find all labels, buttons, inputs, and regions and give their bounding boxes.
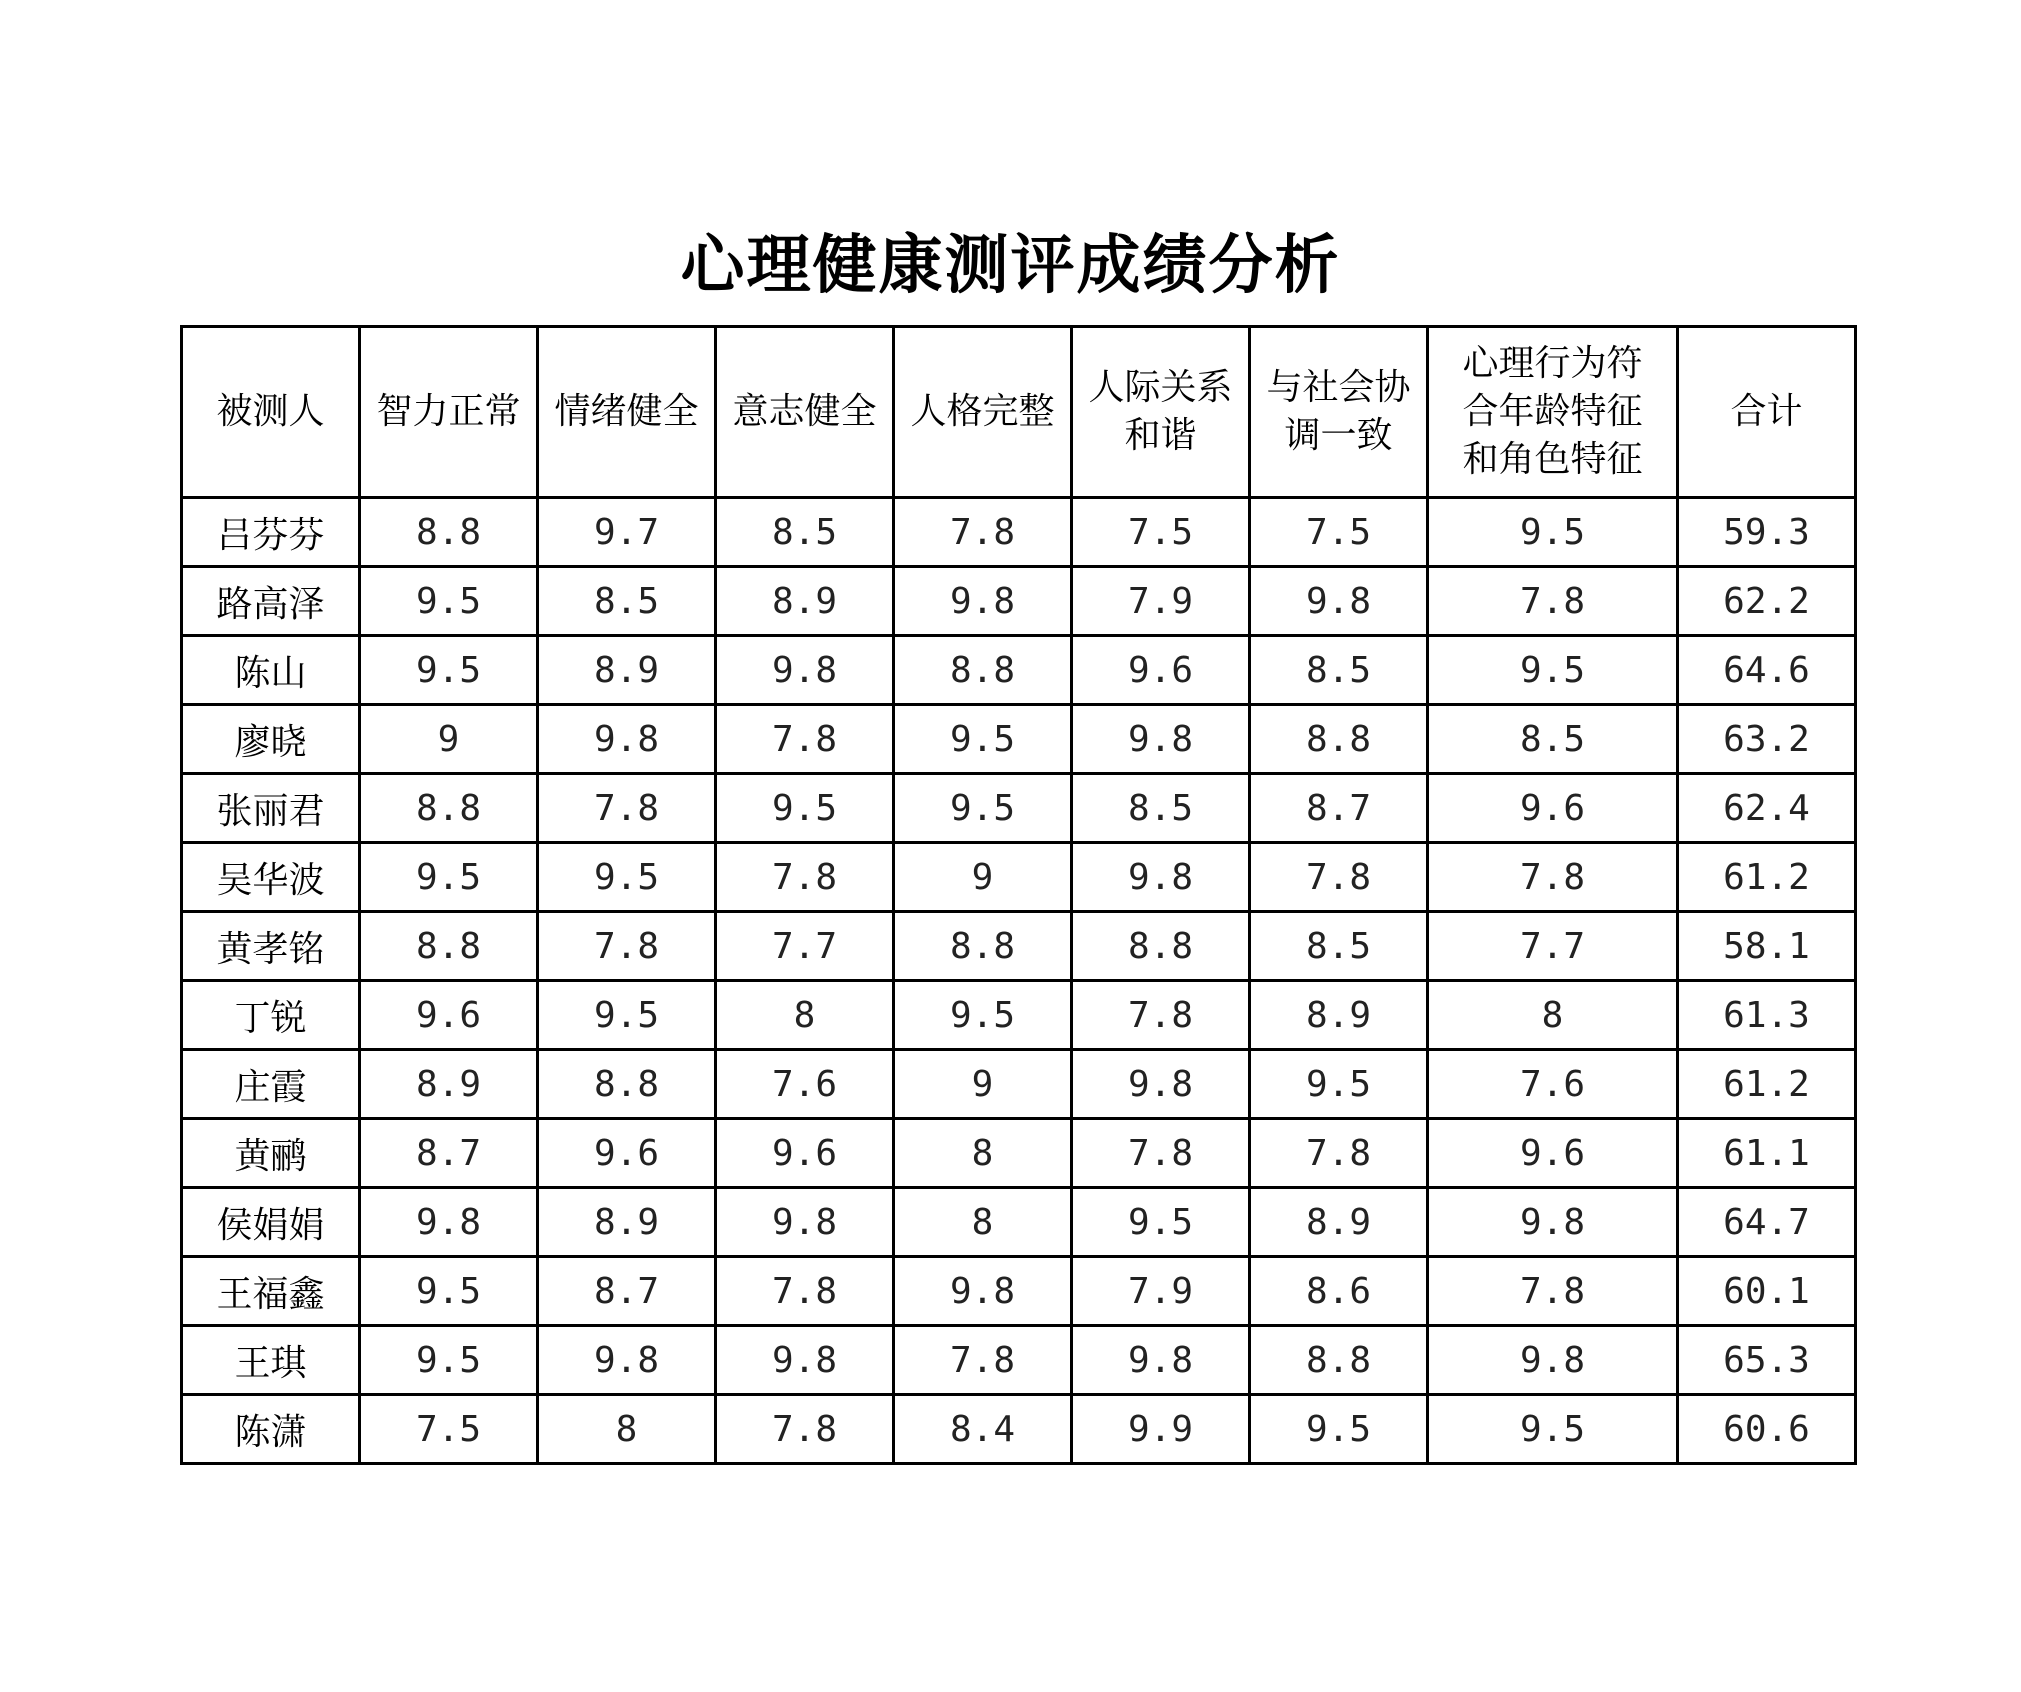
header-personality (894, 327, 1072, 498)
column-header-line: 与社会协 (1266, 367, 1411, 408)
total-cell: 58.1 (1678, 912, 1856, 981)
score-cell: 8.7 (1250, 774, 1428, 843)
score-cell: 7.5 (1072, 498, 1250, 567)
subject-name-cell: 庄霞 (182, 1050, 360, 1119)
score-cell: 9.5 (360, 636, 538, 705)
score-cell: 7.6 (1428, 1050, 1678, 1119)
table-row (182, 1050, 1856, 1119)
subject-name-cell: 陈山 (182, 636, 360, 705)
table-row (182, 1326, 1856, 1395)
column-header-line: 人际关系 (1088, 367, 1233, 408)
score-cell: 9.6 (360, 981, 538, 1050)
column-header-line: 调一致 (1284, 415, 1393, 456)
table-row (182, 1119, 1856, 1188)
score-cell: 8.5 (716, 498, 894, 567)
score-cell: 8 (538, 1395, 716, 1464)
score-cell: 9.5 (360, 567, 538, 636)
score-cell: 9.8 (894, 567, 1072, 636)
score-cell: 8.9 (360, 1050, 538, 1119)
score-cell: 9.8 (716, 1326, 894, 1395)
total-cell: 64.6 (1678, 636, 1856, 705)
score-cell: 8.8 (360, 774, 538, 843)
total-cell: 61.3 (1678, 981, 1856, 1050)
score-cell: 9.5 (894, 981, 1072, 1050)
table-row (182, 981, 1856, 1050)
score-cell: 8.5 (1250, 636, 1428, 705)
score-cell: 7.8 (1428, 1257, 1678, 1326)
header-subject (182, 327, 360, 498)
score-cell: 9.8 (1428, 1188, 1678, 1257)
score-cell: 8.6 (1250, 1257, 1428, 1326)
score-cell: 9.6 (1072, 636, 1250, 705)
score-cell: 7.5 (360, 1395, 538, 1464)
score-cell: 8 (894, 1188, 1072, 1257)
score-cell: 7.8 (538, 774, 716, 843)
total-cell: 63.2 (1678, 705, 1856, 774)
score-cell: 9.8 (1250, 567, 1428, 636)
score-cell: 8.7 (538, 1257, 716, 1326)
score-cell: 7.7 (1428, 912, 1678, 981)
subject-name-cell: 黄鹂 (182, 1119, 360, 1188)
score-cell: 8.8 (360, 912, 538, 981)
score-cell: 8.9 (538, 1188, 716, 1257)
column-header-line: 合计 (1730, 391, 1803, 432)
column-header-line: 和谐 (1124, 415, 1197, 456)
score-cell: 8.8 (894, 912, 1072, 981)
subject-name-cell: 吕芬芬 (182, 498, 360, 567)
table-row (182, 912, 1856, 981)
score-cell: 8.8 (1250, 1326, 1428, 1395)
score-cell: 9.6 (1428, 1119, 1678, 1188)
score-cell: 7.8 (894, 498, 1072, 567)
score-cell: 9.5 (1428, 498, 1678, 567)
score-cell: 7.8 (1428, 843, 1678, 912)
subject-name-cell: 路高泽 (182, 567, 360, 636)
total-cell: 61.2 (1678, 843, 1856, 912)
table-row (182, 705, 1856, 774)
score-cell: 9.5 (360, 1257, 538, 1326)
column-header-line: 被测人 (216, 391, 325, 432)
score-cell: 7.9 (1072, 567, 1250, 636)
score-cell: 8 (716, 981, 894, 1050)
subject-name-cell: 吴华波 (182, 843, 360, 912)
header-row (182, 327, 1856, 498)
score-cell: 7.6 (716, 1050, 894, 1119)
score-cell: 7.5 (1250, 498, 1428, 567)
table-row (182, 1188, 1856, 1257)
table-row (182, 843, 1856, 912)
subject-name-cell: 黄孝铭 (182, 912, 360, 981)
score-cell: 9.8 (1428, 1326, 1678, 1395)
total-cell: 62.2 (1678, 567, 1856, 636)
total-cell: 65.3 (1678, 1326, 1856, 1395)
score-cell: 9.7 (538, 498, 716, 567)
total-cell: 60.6 (1678, 1395, 1856, 1464)
subject-name-cell: 张丽君 (182, 774, 360, 843)
score-cell: 8.5 (1428, 705, 1678, 774)
score-cell: 8.7 (360, 1119, 538, 1188)
total-cell: 61.1 (1678, 1119, 1856, 1188)
column-header-line: 合年龄特征 (1462, 391, 1643, 432)
score-cell: 9.5 (894, 774, 1072, 843)
header-will (716, 327, 894, 498)
total-cell: 61.2 (1678, 1050, 1856, 1119)
score-cell: 9.8 (360, 1188, 538, 1257)
score-cell: 9.5 (716, 774, 894, 843)
score-cell: 7.8 (894, 1326, 1072, 1395)
table-row (182, 498, 1856, 567)
score-cell: 9.8 (538, 705, 716, 774)
table-row (182, 1257, 1856, 1326)
score-cell: 9.5 (1072, 1188, 1250, 1257)
subject-name-cell: 丁锐 (182, 981, 360, 1050)
score-cell: 8.8 (1072, 912, 1250, 981)
score-cell: 7.8 (716, 1395, 894, 1464)
score-cell: 7.8 (1428, 567, 1678, 636)
score-table (180, 325, 1857, 1465)
score-cell: 7.8 (716, 1257, 894, 1326)
table-row (182, 1395, 1856, 1464)
page-title: 心理健康测评成绩分析 (680, 229, 1341, 303)
column-header-line: 心理行为符 (1462, 343, 1643, 384)
score-cell: 8.8 (894, 636, 1072, 705)
score-cell: 8.9 (1250, 981, 1428, 1050)
score-cell: 8.5 (1250, 912, 1428, 981)
score-cell: 8.4 (894, 1395, 1072, 1464)
subject-name-cell: 王琪 (182, 1326, 360, 1395)
subject-name-cell: 陈潇 (182, 1395, 360, 1464)
table-row (182, 774, 1856, 843)
score-cell: 9.5 (1250, 1050, 1428, 1119)
total-cell: 60.1 (1678, 1257, 1856, 1326)
score-cell: 9.8 (538, 1326, 716, 1395)
score-cell: 9.8 (1072, 843, 1250, 912)
subject-name-cell: 廖晓 (182, 705, 360, 774)
score-cell: 9.8 (894, 1257, 1072, 1326)
header-emotion (538, 327, 716, 498)
score-cell: 9.5 (894, 705, 1072, 774)
score-cell: 9.6 (716, 1119, 894, 1188)
score-cell: 9.6 (1428, 774, 1678, 843)
score-cell: 9.6 (538, 1119, 716, 1188)
score-cell: 9.8 (1072, 705, 1250, 774)
score-cell: 7.8 (716, 705, 894, 774)
score-cell: 9 (894, 843, 1072, 912)
score-cell: 9.8 (1072, 1050, 1250, 1119)
score-cell: 7.8 (1250, 843, 1428, 912)
score-cell: 8.9 (538, 636, 716, 705)
score-cell: 9 (360, 705, 538, 774)
score-cell: 9.5 (360, 843, 538, 912)
score-cell: 8 (1428, 981, 1678, 1050)
score-cell: 7.8 (716, 843, 894, 912)
column-header-line: 人格完整 (910, 391, 1055, 432)
column-header-line: 智力正常 (376, 391, 521, 432)
score-cell: 9 (894, 1050, 1072, 1119)
score-cell: 9.8 (1072, 1326, 1250, 1395)
score-cell: 8.9 (716, 567, 894, 636)
score-cell: 9.5 (360, 1326, 538, 1395)
total-cell: 59.3 (1678, 498, 1856, 567)
table-body (182, 498, 1856, 1464)
column-header-line: 情绪健全 (554, 391, 699, 432)
score-cell: 7.9 (1072, 1257, 1250, 1326)
subject-name-cell: 王福鑫 (182, 1257, 360, 1326)
score-cell: 9.5 (1250, 1395, 1428, 1464)
score-cell: 7.8 (1250, 1119, 1428, 1188)
score-cell: 7.8 (1072, 981, 1250, 1050)
total-cell: 64.7 (1678, 1188, 1856, 1257)
score-cell: 9.8 (716, 636, 894, 705)
column-header-line: 和角色特征 (1462, 439, 1643, 480)
score-cell: 7.7 (716, 912, 894, 981)
score-cell: 9.5 (1428, 1395, 1678, 1464)
score-cell: 9.5 (538, 843, 716, 912)
score-cell: 8.9 (1250, 1188, 1428, 1257)
score-cell: 7.8 (538, 912, 716, 981)
score-cell: 9.8 (716, 1188, 894, 1257)
score-cell: 7.8 (1072, 1119, 1250, 1188)
column-header-line: 意志健全 (732, 391, 877, 432)
total-cell: 62.4 (1678, 774, 1856, 843)
header-total (1678, 327, 1856, 498)
table-row (182, 636, 1856, 705)
score-cell: 8 (894, 1119, 1072, 1188)
table-row (182, 567, 1856, 636)
header-intelligence (360, 327, 538, 498)
header-social-coordination (1250, 327, 1428, 498)
score-cell: 8.8 (1250, 705, 1428, 774)
score-cell: 8.5 (538, 567, 716, 636)
subject-name-cell: 侯娟娟 (182, 1188, 360, 1257)
score-cell: 8.8 (360, 498, 538, 567)
score-cell: 9.5 (1428, 636, 1678, 705)
header-relationships (1072, 327, 1250, 498)
score-cell: 8.8 (538, 1050, 716, 1119)
score-cell: 8.5 (1072, 774, 1250, 843)
header-behavior-age-role (1428, 327, 1678, 498)
score-cell: 9.9 (1072, 1395, 1250, 1464)
score-cell: 9.5 (538, 981, 716, 1050)
